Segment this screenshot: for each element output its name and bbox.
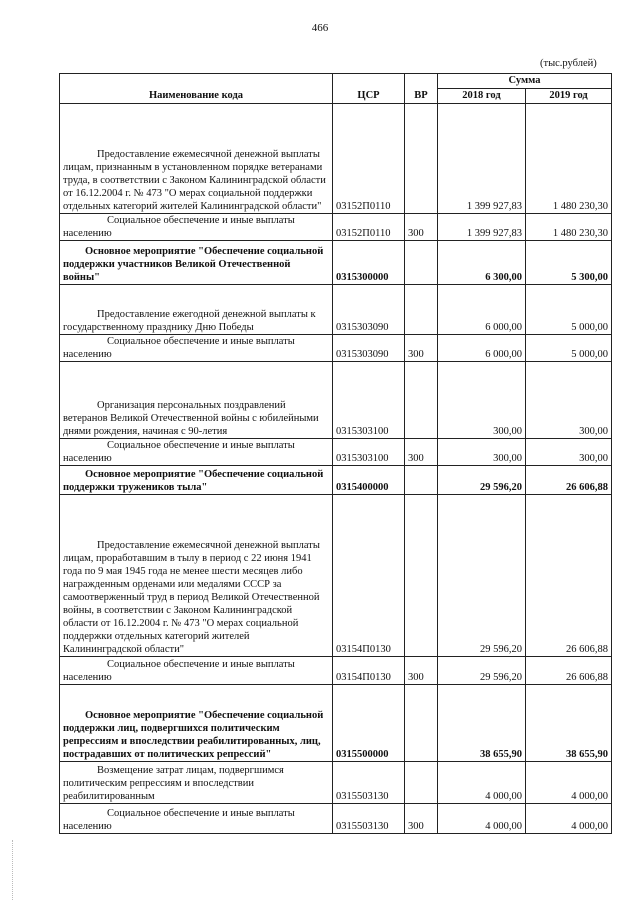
row-csr: 0315503130 bbox=[333, 804, 405, 834]
page-number: 466 bbox=[311, 22, 329, 34]
row-vr bbox=[405, 466, 438, 495]
row-csr: 03154П0130 bbox=[333, 657, 405, 685]
row-csr: 03152П0110 bbox=[333, 214, 405, 241]
table-row bbox=[60, 362, 612, 439]
row-name: Социальное обеспечение и иные выплаты населению bbox=[60, 804, 333, 834]
row-sum-2019: 38 655,90 bbox=[526, 685, 612, 762]
row-vr bbox=[405, 685, 438, 762]
row-name: Социальное обеспечение и иные выплаты населению bbox=[60, 657, 333, 685]
table-row-main-activity bbox=[60, 241, 612, 285]
table-row bbox=[60, 104, 612, 214]
row-sum-2018: 6 300,00 bbox=[438, 241, 526, 285]
row-sum-2019: 4 000,00 bbox=[526, 804, 612, 834]
row-vr bbox=[405, 362, 438, 439]
row-csr: 0315303090 bbox=[333, 335, 405, 362]
row-vr bbox=[405, 104, 438, 214]
header-name: Наименование кода bbox=[60, 74, 333, 104]
row-name: Организация персональных поздравлений ветеранов Великой Отечественной войны с юбилейными днями рождения, начиная с 90-летия bbox=[60, 362, 333, 439]
row-name: Социальное обеспечение и иные выплаты населению bbox=[60, 214, 333, 241]
row-sum-2019: 300,00 bbox=[526, 362, 612, 439]
row-name: Социальное обеспечение и иные выплаты населению bbox=[60, 335, 333, 362]
row-vr: 300 bbox=[405, 439, 438, 466]
row-name: Предоставление ежемесячной денежной выплаты лицам, признанным в установленном порядке ветеранами труда, в соответствии с Законом Калининградской области от 16.12.2004 г. № 473 "О мерах социальной поддержки отдельных категорий жителей Калининградской области" bbox=[60, 104, 333, 214]
row-name: Предоставление ежегодной денежной выплаты к государственному празднику Дню Победы bbox=[60, 285, 333, 335]
row-name: Основное мероприятие "Обеспечение социальной поддержки лиц, подвергшихся политическим репрессиям и впоследствии реабилитированных, лиц, пострадавших от политических репрессий" bbox=[60, 685, 333, 762]
row-sum-2019: 4 000,00 bbox=[526, 762, 612, 804]
row-csr: 0315503130 bbox=[333, 762, 405, 804]
row-sum-2018: 300,00 bbox=[438, 439, 526, 466]
row-sum-2019: 5 300,00 bbox=[526, 241, 612, 285]
row-name: Социальное обеспечение и иные выплаты населению bbox=[60, 439, 333, 466]
row-vr bbox=[405, 495, 438, 657]
row-sum-2018: 1 399 927,83 bbox=[438, 104, 526, 214]
header-2019: 2019 год bbox=[526, 89, 612, 104]
scan-artifact bbox=[12, 840, 15, 900]
row-sum-2019: 26 606,88 bbox=[526, 657, 612, 685]
row-vr bbox=[405, 241, 438, 285]
row-sum-2018: 29 596,20 bbox=[438, 657, 526, 685]
table-row bbox=[60, 285, 612, 335]
row-sum-2018: 6 000,00 bbox=[438, 335, 526, 362]
row-csr: 03154П0130 bbox=[333, 495, 405, 657]
row-csr: 0315500000 bbox=[333, 685, 405, 762]
row-vr: 300 bbox=[405, 657, 438, 685]
row-sum-2018: 29 596,20 bbox=[438, 466, 526, 495]
table-row bbox=[60, 335, 612, 362]
row-sum-2019: 5 000,00 bbox=[526, 285, 612, 335]
row-csr: 03152П0110 bbox=[333, 104, 405, 214]
row-csr: 0315300000 bbox=[333, 241, 405, 285]
table-row bbox=[60, 657, 612, 685]
table-row-main-activity bbox=[60, 685, 612, 762]
row-sum-2019: 26 606,88 bbox=[526, 495, 612, 657]
header-csr: ЦСР bbox=[333, 74, 405, 104]
table-row bbox=[60, 804, 612, 834]
row-sum-2019: 1 480 230,30 bbox=[526, 104, 612, 214]
row-sum-2018: 1 399 927,83 bbox=[438, 214, 526, 241]
row-csr: 0315303090 bbox=[333, 285, 405, 335]
row-vr: 300 bbox=[405, 335, 438, 362]
row-csr: 0315400000 bbox=[333, 466, 405, 495]
header-2018: 2018 год bbox=[438, 89, 526, 104]
row-sum-2018: 38 655,90 bbox=[438, 685, 526, 762]
row-vr: 300 bbox=[405, 804, 438, 834]
row-sum-2018: 6 000,00 bbox=[438, 285, 526, 335]
row-name: Основное мероприятие "Обеспечение социальной поддержки участников Великой Отечественной войны" bbox=[60, 241, 333, 285]
row-name: Предоставление ежемесячной денежной выплаты лицам, проработавшим в тылу в период с 22 июня 1941 года по 9 мая 1945 года не менее шести месяцев либо награжденным орденами или медалями СССР за самоотверженный труд в период Великой Отечественной войны, в соответствии с Законом Калининградской области от 16.12.2004 г. № 473 "О мерах социальной поддержки отдельных категорий жителей Калининградской области" bbox=[60, 495, 333, 657]
row-sum-2018: 300,00 bbox=[438, 362, 526, 439]
row-sum-2018: 4 000,00 bbox=[438, 762, 526, 804]
row-sum-2019: 300,00 bbox=[526, 439, 612, 466]
row-csr: 0315303100 bbox=[333, 439, 405, 466]
header-vr: ВР bbox=[405, 74, 438, 104]
table-row-main-activity bbox=[60, 466, 612, 495]
row-sum-2018: 29 596,20 bbox=[438, 495, 526, 657]
table-row bbox=[60, 762, 612, 804]
row-csr: 0315303100 bbox=[333, 362, 405, 439]
row-sum-2019: 1 480 230,30 bbox=[526, 214, 612, 241]
units-label: (тыс.рублей) bbox=[540, 58, 597, 69]
row-sum-2018: 4 000,00 bbox=[438, 804, 526, 834]
row-name: Основное мероприятие "Обеспечение социальной поддержки тружеников тыла" bbox=[60, 466, 333, 495]
row-name: Возмещение затрат лицам, подвергшимся политическим репрессиям и впоследствии реабилитированным bbox=[60, 762, 333, 804]
table-row bbox=[60, 439, 612, 466]
row-vr bbox=[405, 285, 438, 335]
row-vr: 300 bbox=[405, 214, 438, 241]
budget-table bbox=[59, 73, 612, 834]
row-vr bbox=[405, 762, 438, 804]
table-row bbox=[60, 214, 612, 241]
header-sum: Сумма bbox=[438, 74, 612, 89]
row-sum-2019: 26 606,88 bbox=[526, 466, 612, 495]
table-row bbox=[60, 495, 612, 657]
row-sum-2019: 5 000,00 bbox=[526, 335, 612, 362]
